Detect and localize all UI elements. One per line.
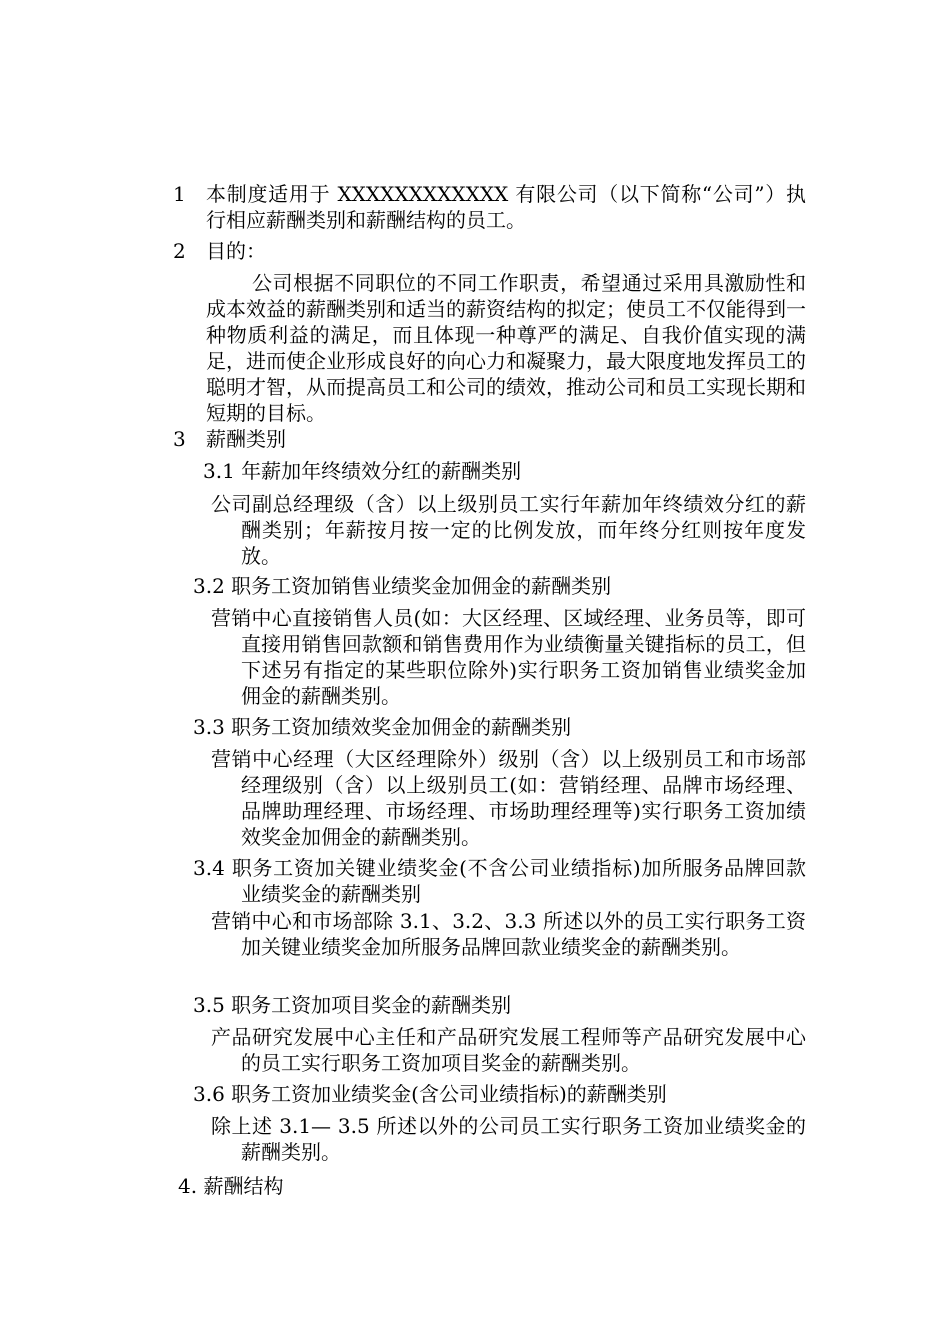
subsection-3-2-heading: 3.2 职务工资加销售业绩奖金加佣金的薪酬类别 — [193, 574, 612, 598]
subsection-3-6-body: 除上述 3.1— 3.5 所述以外的公司员工实行职务工资加业绩奖金的薪酬类别。 — [211, 1114, 806, 1164]
subsection-3-1-heading: 3.1 年薪加年终绩效分红的薪酬类别 — [203, 459, 522, 483]
subsection-3-1-body: 公司副总经理级（含）以上级别员工实行年薪加年终绩效分红的薪酬类别；年薪按月按一定的比例发放，而年终分红则按年度发放。 — [211, 492, 806, 568]
subsection-3-4-body: 营销中心和市场部除 3.1、3.2、3.3 所述以外的员工实行职务工资加关键业绩奖金加所服务品牌回款业绩奖金的薪酬类别。 — [211, 909, 806, 959]
section-4-heading: 4. 薪酬结构 — [178, 1174, 284, 1198]
subsection-3-3-body: 营销中心经理（大区经理除外）级别（含）以上级别员工和市场部经理级别（含）以上级别员工(如：营销经理、品牌市场经理、品牌助理经理、市场经理、市场助理经理等)实行职务工资加绩效奖金加佣金的薪酬类别。 — [211, 747, 806, 849]
section-1-number: 1 — [173, 182, 186, 206]
section-2-heading: 目的： — [206, 239, 266, 263]
subsection-3-6-heading: 3.6 职务工资加业绩奖金(含公司业绩指标)的薪酬类别 — [193, 1082, 667, 1106]
section-2-number: 2 — [173, 239, 186, 263]
subsection-3-5-body: 产品研究发展中心主任和产品研究发展工程师等产品研究发展中心的员工实行职务工资加项目奖金的薪酬类别。 — [211, 1025, 806, 1075]
subsection-3-2-body: 营销中心直接销售人员(如：大区经理、区域经理、业务员等，即可直接用销售回款额和销售费用作为业绩衡量关键指标的员工，但下述另有指定的某些职位除外)实行职务工资加销售业绩奖金加佣金的薪酬类别。 — [211, 606, 806, 708]
section-1-text: 本制度适用于 XXXXXXXXXXXX 有限公司（以下简称“公司”）执行相应薪酬类别和薪酬结构的员工。 — [206, 182, 806, 232]
section-3-heading: 薪酬类别 — [206, 427, 286, 451]
section-3-number: 3 — [173, 427, 186, 451]
subsection-3-5-heading: 3.5 职务工资加项目奖金的薪酬类别 — [193, 993, 512, 1017]
section-2-body: 公司根据不同职位的不同工作职责，希望通过采用具激励性和成本效益的薪酬类别和适当的薪资结构的拟定；使员工不仅能得到一种物质利益的满足，而且体现一种尊严的满足、自我价值实现的满足，进而使企业形成良好的向心力和凝聚力，最大限度地发挥员工的聪明才智，从而提高员工和公司的绩效，推动公司和员工实现长期和短期的目标。 — [206, 271, 806, 425]
subsection-3-3-heading: 3.3 职务工资加绩效奖金加佣金的薪酬类别 — [193, 715, 572, 739]
subsection-3-4-heading: 3.4 职务工资加关键业绩奖金(不含公司业绩指标)加所服务品牌回款业绩奖金的薪酬类别 — [193, 856, 806, 906]
